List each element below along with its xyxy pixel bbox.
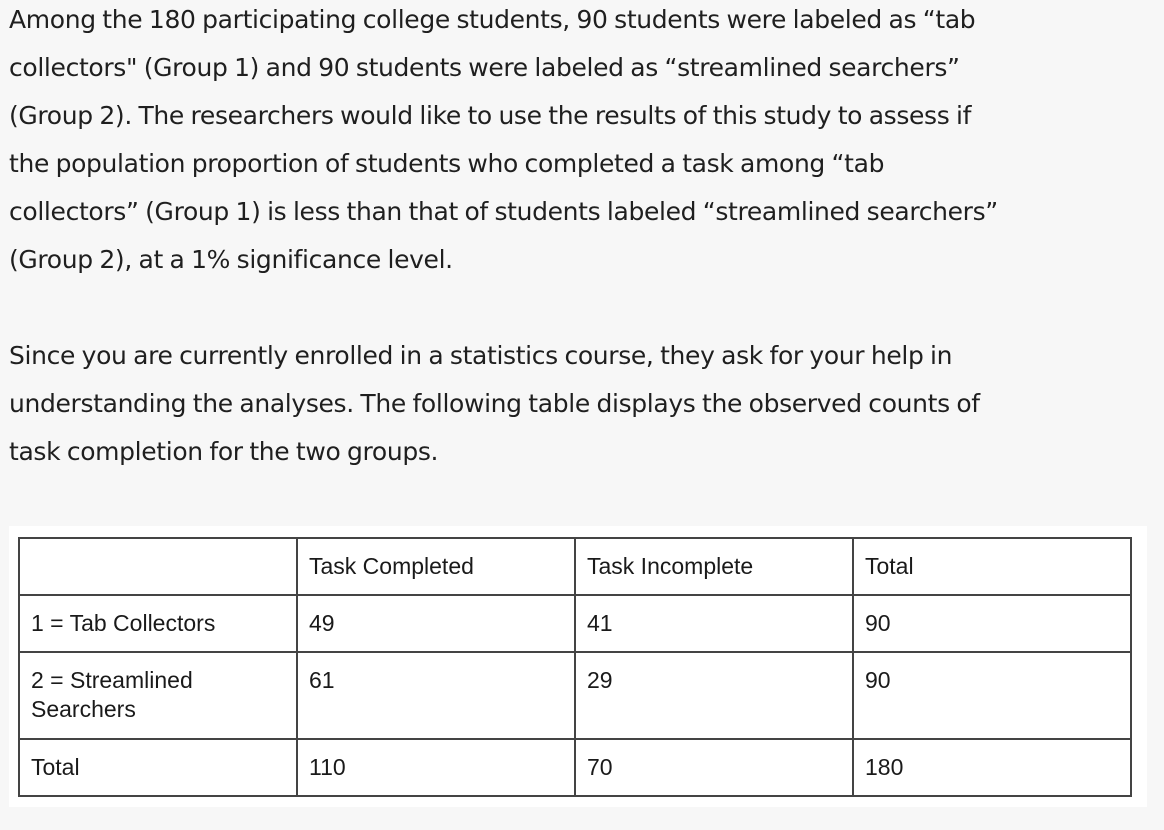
table-container [9,526,1147,807]
intro-paragraph [9,0,1159,284]
row-label-line: Searchers [31,696,136,722]
observed-counts-table [18,537,1132,797]
intro-line: collectors" (Group 1) and 90 students were labeled as “streamlined searchers” [9,53,960,82]
table-row-streamlined-searchers [19,652,1131,739]
header-cell-total: Total [853,538,1131,595]
table-row-tab-collectors [19,595,1131,652]
cell-completed: 61 [297,652,575,739]
table-row-total [19,739,1131,796]
cell-total: 90 [853,595,1131,652]
cell-completed: 49 [297,595,575,652]
intro-line: the population proportion of students who completed a task among “tab [9,149,885,178]
row-label-line: 2 = Streamlined [31,667,193,693]
row-label: Total [19,739,297,796]
cell-incomplete: 41 [575,595,853,652]
cell-incomplete: 70 [575,739,853,796]
header-cell-empty [19,538,297,595]
table-header-row [19,538,1131,595]
header-cell-task-incomplete: Task Incomplete [575,538,853,595]
cell-total: 90 [853,652,1131,739]
context-paragraph [9,332,1159,476]
intro-line: (Group 2). The researchers would like to use the results of this study to assess if [9,101,972,130]
cell-total: 180 [853,739,1131,796]
row-label [19,652,297,739]
cell-incomplete: 29 [575,652,853,739]
context-line: task completion for the two groups. [9,437,439,466]
intro-line: Among the 180 participating college students, 90 students were labeled as “tab [9,5,976,34]
header-cell-task-completed: Task Completed [297,538,575,595]
intro-line: collectors” (Group 1) is less than that of students labeled “streamlined searchers” [9,197,998,226]
context-line: Since you are currently enrolled in a statistics course, they ask for your help in [9,341,953,370]
intro-line: (Group 2), at a 1% significance level. [9,245,453,274]
row-label: 1 = Tab Collectors [19,595,297,652]
context-line: understanding the analyses. The following table displays the observed counts of [9,389,980,418]
cell-completed: 110 [297,739,575,796]
